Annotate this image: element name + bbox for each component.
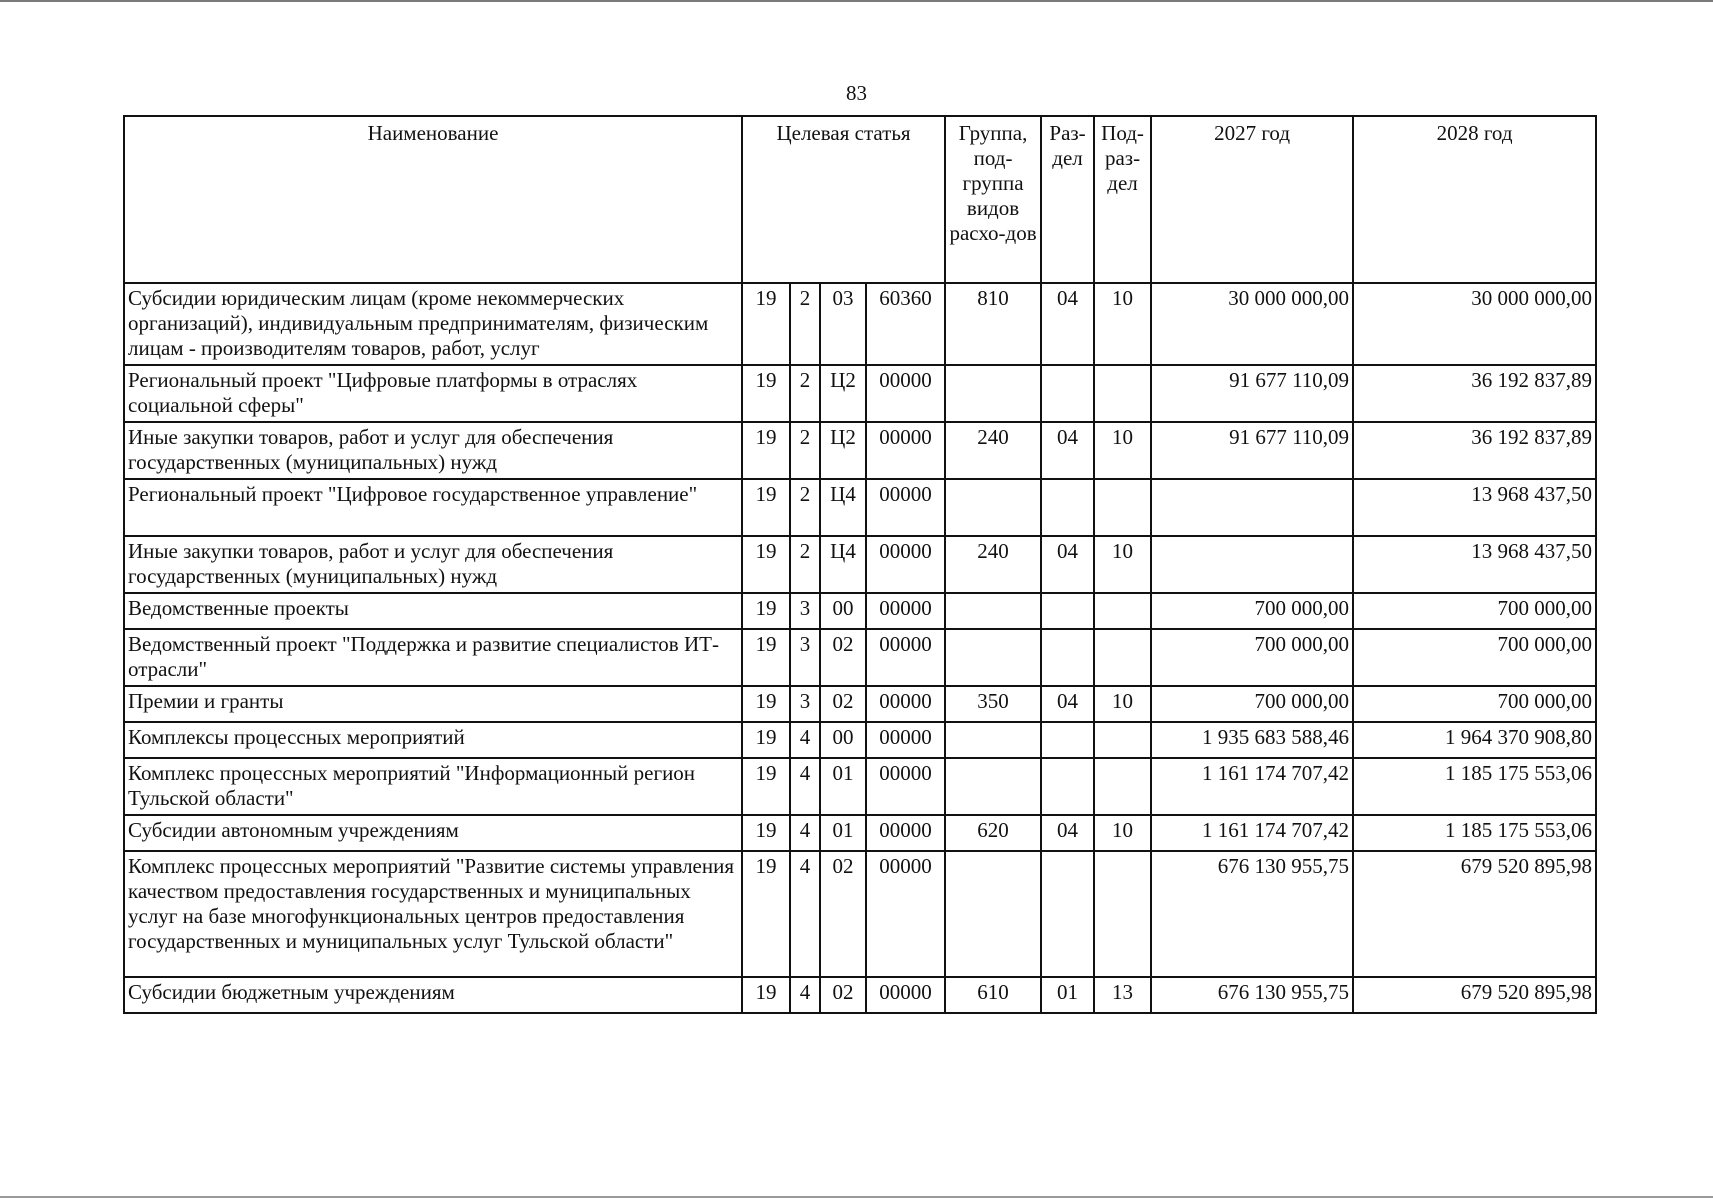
table-row (124, 686, 1596, 722)
header-year-2027: 2027 год (1151, 116, 1353, 283)
cell-amount-2028: 679 520 895,98 (1353, 977, 1596, 1013)
budget-table (123, 115, 1597, 1014)
table-row (124, 851, 1596, 977)
cell-section: 04 (1041, 422, 1094, 479)
cell-project: 01 (820, 815, 866, 851)
cell-subsection: 10 (1094, 815, 1151, 851)
cell-subsection (1094, 479, 1151, 536)
cell-expense-group (945, 365, 1041, 422)
cell-expense-group (945, 758, 1041, 815)
header-year-2028: 2028 год (1353, 116, 1596, 283)
cell-amount-2028: 13 968 437,50 (1353, 479, 1596, 536)
cell-project: 03 (820, 283, 866, 365)
cell-direction: 00000 (866, 536, 945, 593)
cell-program: 19 (742, 536, 790, 593)
cell-name: Комплекс процессных мероприятий "Развитие системы управления качеством предоставления государственных и муниципальных услуг на базе многофункциональных центров предоставления государственных и муниципальных услуг Тульской области" (124, 851, 742, 977)
cell-section (1041, 722, 1094, 758)
cell-amount-2028: 36 192 837,89 (1353, 422, 1596, 479)
cell-amount-2027: 91 677 110,09 (1151, 365, 1353, 422)
scan-edge-top (0, 0, 1713, 2)
cell-name: Иные закупки товаров, работ и услуг для обеспечения государственных (муниципальных) нужд (124, 422, 742, 479)
cell-subprogram: 2 (790, 422, 820, 479)
cell-direction: 00000 (866, 593, 945, 629)
cell-direction: 00000 (866, 851, 945, 977)
cell-program: 19 (742, 422, 790, 479)
table-row (124, 536, 1596, 593)
cell-expense-group (945, 851, 1041, 977)
cell-direction: 00000 (866, 479, 945, 536)
cell-subsection (1094, 593, 1151, 629)
cell-program: 19 (742, 815, 790, 851)
cell-expense-group: 610 (945, 977, 1041, 1013)
cell-amount-2027: 1 935 683 588,46 (1151, 722, 1353, 758)
cell-expense-group (945, 722, 1041, 758)
cell-amount-2028: 1 185 175 553,06 (1353, 758, 1596, 815)
cell-project: 00 (820, 722, 866, 758)
cell-subsection (1094, 722, 1151, 758)
cell-subsection (1094, 629, 1151, 686)
cell-subsection: 10 (1094, 686, 1151, 722)
cell-direction: 00000 (866, 758, 945, 815)
cell-direction: 00000 (866, 365, 945, 422)
cell-program: 19 (742, 851, 790, 977)
cell-program: 19 (742, 722, 790, 758)
cell-name: Иные закупки товаров, работ и услуг для обеспечения государственных (муниципальных) нужд (124, 536, 742, 593)
cell-name: Ведомственный проект "Поддержка и развитие специалистов ИТ-отрасли" (124, 629, 742, 686)
cell-subsection: 10 (1094, 536, 1151, 593)
cell-direction: 00000 (866, 422, 945, 479)
header-subsection: Под-раз-дел (1094, 116, 1151, 283)
cell-amount-2027: 700 000,00 (1151, 629, 1353, 686)
table-row (124, 722, 1596, 758)
cell-program: 19 (742, 365, 790, 422)
cell-amount-2027: 700 000,00 (1151, 593, 1353, 629)
cell-section: 04 (1041, 815, 1094, 851)
cell-project: Ц2 (820, 422, 866, 479)
cell-amount-2027 (1151, 479, 1353, 536)
cell-section: 01 (1041, 977, 1094, 1013)
cell-subsection: 13 (1094, 977, 1151, 1013)
cell-program: 19 (742, 593, 790, 629)
cell-expense-group: 620 (945, 815, 1041, 851)
cell-subprogram: 2 (790, 479, 820, 536)
table-row (124, 593, 1596, 629)
cell-subprogram: 2 (790, 365, 820, 422)
cell-program: 19 (742, 686, 790, 722)
cell-subsection (1094, 758, 1151, 815)
cell-section: 04 (1041, 686, 1094, 722)
cell-amount-2027: 676 130 955,75 (1151, 851, 1353, 977)
cell-project: 01 (820, 758, 866, 815)
cell-name: Региональный проект "Цифровые платформы в отраслях социальной сферы" (124, 365, 742, 422)
cell-name: Ведомственные проекты (124, 593, 742, 629)
cell-section (1041, 851, 1094, 977)
table-row (124, 629, 1596, 686)
table-row (124, 977, 1596, 1013)
cell-amount-2027 (1151, 536, 1353, 593)
cell-subprogram: 3 (790, 686, 820, 722)
cell-subprogram: 3 (790, 629, 820, 686)
header-target-article: Целевая статья (742, 116, 945, 283)
cell-subprogram: 3 (790, 593, 820, 629)
cell-amount-2027: 676 130 955,75 (1151, 977, 1353, 1013)
cell-expense-group: 350 (945, 686, 1041, 722)
cell-name: Региональный проект "Цифровое государственное управление" (124, 479, 742, 536)
cell-subprogram: 4 (790, 977, 820, 1013)
table-body (124, 283, 1596, 1013)
cell-amount-2028: 30 000 000,00 (1353, 283, 1596, 365)
cell-program: 19 (742, 758, 790, 815)
cell-amount-2028: 679 520 895,98 (1353, 851, 1596, 977)
cell-program: 19 (742, 629, 790, 686)
cell-name: Субсидии юридическим лицам (кроме некоммерческих организаций), индивидуальным предпринимателям, физическим лицам - производителям товаров, работ, услуг (124, 283, 742, 365)
cell-project: Ц4 (820, 536, 866, 593)
cell-name: Премии и гранты (124, 686, 742, 722)
cell-program: 19 (742, 283, 790, 365)
cell-amount-2028: 36 192 837,89 (1353, 365, 1596, 422)
table-row (124, 365, 1596, 422)
cell-program: 19 (742, 977, 790, 1013)
table-header-row (124, 116, 1596, 283)
cell-amount-2027: 1 161 174 707,42 (1151, 815, 1353, 851)
cell-direction: 00000 (866, 977, 945, 1013)
table-row (124, 283, 1596, 365)
header-section: Раз-дел (1041, 116, 1094, 283)
cell-project: 02 (820, 629, 866, 686)
cell-subsection: 10 (1094, 422, 1151, 479)
cell-subprogram: 4 (790, 758, 820, 815)
cell-expense-group (945, 479, 1041, 536)
cell-amount-2027: 30 000 000,00 (1151, 283, 1353, 365)
cell-subprogram: 4 (790, 815, 820, 851)
cell-subprogram: 2 (790, 536, 820, 593)
cell-expense-group: 810 (945, 283, 1041, 365)
cell-project: 02 (820, 686, 866, 722)
scan-edge-bottom (0, 1196, 1713, 1198)
cell-name: Комплексы процессных мероприятий (124, 722, 742, 758)
cell-section (1041, 758, 1094, 815)
cell-amount-2028: 700 000,00 (1353, 686, 1596, 722)
cell-name: Субсидии бюджетным учреждениям (124, 977, 742, 1013)
header-name: Наименование (124, 116, 742, 283)
table-row (124, 479, 1596, 536)
cell-section: 04 (1041, 536, 1094, 593)
cell-subprogram: 4 (790, 722, 820, 758)
cell-section (1041, 629, 1094, 686)
cell-section (1041, 593, 1094, 629)
cell-amount-2027: 1 161 174 707,42 (1151, 758, 1353, 815)
cell-subprogram: 4 (790, 851, 820, 977)
cell-amount-2027: 91 677 110,09 (1151, 422, 1353, 479)
cell-subsection: 10 (1094, 283, 1151, 365)
cell-subsection (1094, 365, 1151, 422)
header-expense-group: Группа, под-группа видов расхо-дов (945, 116, 1041, 283)
cell-amount-2028: 700 000,00 (1353, 629, 1596, 686)
cell-project: 00 (820, 593, 866, 629)
cell-section: 04 (1041, 283, 1094, 365)
cell-amount-2028: 1 185 175 553,06 (1353, 815, 1596, 851)
cell-section (1041, 479, 1094, 536)
cell-direction: 00000 (866, 629, 945, 686)
cell-direction: 00000 (866, 722, 945, 758)
cell-direction: 00000 (866, 686, 945, 722)
cell-amount-2028: 1 964 370 908,80 (1353, 722, 1596, 758)
cell-subsection (1094, 851, 1151, 977)
cell-project: 02 (820, 977, 866, 1013)
cell-amount-2028: 13 968 437,50 (1353, 536, 1596, 593)
cell-direction: 00000 (866, 815, 945, 851)
table-row (124, 422, 1596, 479)
cell-section (1041, 365, 1094, 422)
cell-expense-group: 240 (945, 422, 1041, 479)
cell-direction: 60360 (866, 283, 945, 365)
cell-expense-group (945, 593, 1041, 629)
cell-project: Ц4 (820, 479, 866, 536)
table-row (124, 815, 1596, 851)
cell-expense-group (945, 629, 1041, 686)
cell-project: 02 (820, 851, 866, 977)
table-row (124, 758, 1596, 815)
cell-name: Комплекс процессных мероприятий "Информационный регион Тульской области" (124, 758, 742, 815)
cell-amount-2028: 700 000,00 (1353, 593, 1596, 629)
cell-subprogram: 2 (790, 283, 820, 365)
page-number: 83 (846, 81, 867, 105)
cell-amount-2027: 700 000,00 (1151, 686, 1353, 722)
cell-program: 19 (742, 479, 790, 536)
cell-expense-group: 240 (945, 536, 1041, 593)
cell-name: Субсидии автономным учреждениям (124, 815, 742, 851)
cell-project: Ц2 (820, 365, 866, 422)
